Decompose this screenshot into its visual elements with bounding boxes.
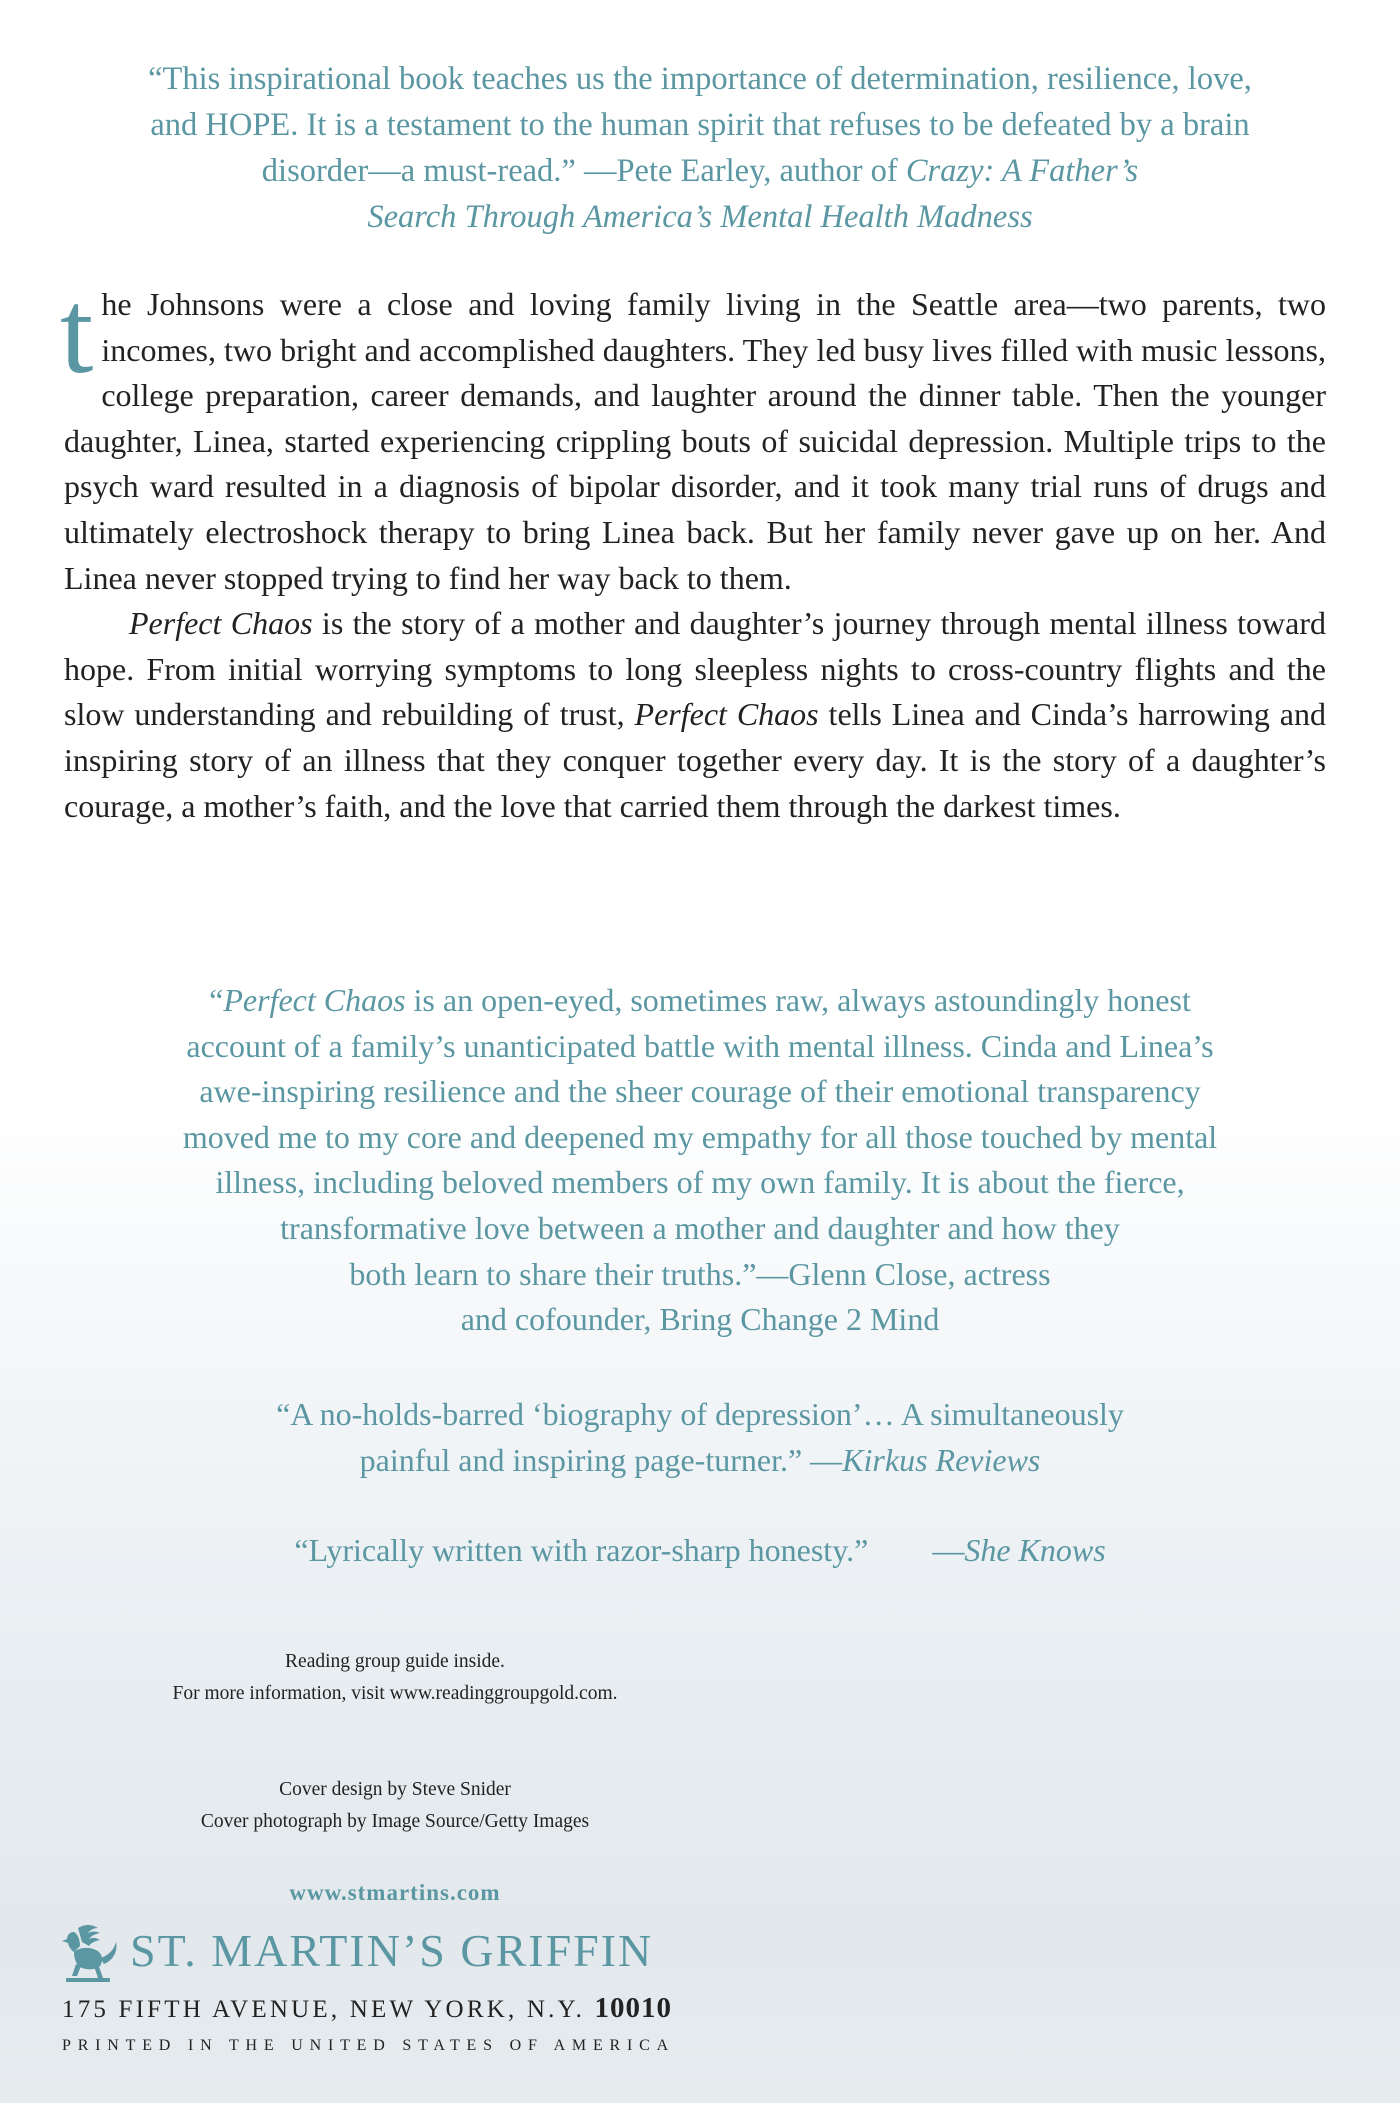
reading-group-info [45,1646,745,1710]
she-knows-quote [40,1528,1360,1574]
publisher-zip: 10010 [594,1992,672,2024]
cover-design-credit: Cover design by Steve Snider [279,1779,511,1800]
glenn-quote-line-6: transformative love between a mother and daughter and how they [280,1209,1120,1246]
kirkus-quote-line-1: “A no-holds-barred ‘biography of depression’… A simultaneously [276,1396,1124,1432]
reading-group-line-1: Reading group guide inside. [285,1651,505,1672]
cover-credits [45,1774,745,1838]
top-quote-book-title: Crazy: A Father’s [905,153,1139,189]
open-quote-mark: “ [209,982,224,1018]
glenn-quote-line-8: and cofounder, Bring Change 2 Mind [460,1301,940,1338]
glenn-quote-line-1 [40,978,1360,1024]
description-paragraph-2-text-a: is the story of a mother and daughter’s journey through mental illness toward hope. From initial worrying symptoms to long sleepless nights to cross-country flights and the slow understanding and rebuilding of trust, [64,605,1327,733]
top-quote-book-title-cont: Search Through America’s Mental Health Madness [367,199,1033,235]
kirkus-quote [40,1392,1360,1483]
publisher-name: ST. MARTIN’S GRIFFIN [130,1925,654,1976]
glenn-quote-line-5: illness, including beloved members of my own family. It is about the fierce, [215,1164,1185,1201]
description-paragraph-1-text: he Johnsons were a close and loving family living in the Seattle area—two parents, two incomes, two bright and accomplished daughters. They led busy lives filled with music lessons, college preparation, career demands, and laughter around the dinner table. Then the younger daughter, Linea, started experiencing crippling bouts of suicidal depression. Multiple trips to the psych ward resulted in a diagnosis of bipolar disorder, and it took many trial runs of drugs and ultimately electroshock therapy to bring Linea back. But her family never gave up on her. And Linea never stopped trying to find her way back to them. [64,286,1326,596]
glenn-close-quote [40,978,1360,1343]
kirkus-quote-line-2 [40,1438,1360,1484]
glenn-quote-line-1-rest: is an open-eyed, sometimes raw, always astoundingly honest [405,982,1191,1018]
glenn-quote-line-7: both learn to share their truths.”—Glenn Close, actress [349,1255,1051,1292]
she-knows-quote-line [40,1528,1360,1574]
book-title-inline-2: Perfect Chaos [634,696,819,733]
she-knows-source: She Knows [964,1532,1106,1568]
description-paragraph-1 [60,265,1326,601]
printed-in-usa: PRINTED IN THE UNITED STATES OF AMERICA [62,2037,675,2054]
glenn-quote-line-3: awe-inspiring resilience and the sheer courage of their emotional transparency [199,1073,1201,1110]
publisher-url: www.stmartins.com [289,1880,501,1905]
top-endorsement-quote [40,56,1360,240]
glenn-quote-line-4: moved me to my core and deepened my empathy for all those touched by mental [182,1118,1218,1155]
cover-photo-credit: Cover photograph by Image Source/Getty Images [200,1811,590,1832]
drop-cap: t [60,265,94,398]
glenn-quote-line-2: account of a family’s unanticipated battle with mental illness. Cinda and Linea’s [186,1027,1214,1064]
publisher-address-street: 175 FIFTH AVENUE, NEW YORK, N.Y. [62,1996,595,2023]
description-paragraph-2-text-b: tells Linea and Cinda’s harrowing and inspiring story of an illness that they conquer together every day. It is the story of a daughter’s courage, a mother’s faith, and the love that carried them through the darkest times. [64,696,1327,824]
description-paragraph-2 [64,601,1326,829]
kirkus-quote-line-2-text: painful and inspiring page-turner.” — [359,1441,843,1478]
publisher-address [62,1992,672,2025]
top-quote-line-2: and HOPE. It is a testament to the human spirit that refuses to be defeated by a brain [150,107,1250,143]
she-knows-quote-text: “Lyrically written with razor-sharp honesty.” — [294,1532,965,1568]
top-quote-line-3 [40,148,1360,194]
top-quote-line-1: “This inspirational book teaches us the importance of determination, resilience, love, [148,61,1252,97]
book-description [60,265,1327,829]
kirkus-source: Kirkus Reviews [842,1441,1041,1478]
book-title-inline: Perfect Chaos [129,605,313,642]
top-quote-line-3-text: disorder—a must-read.” —Pete Earley, author of [261,153,906,189]
glenn-quote-book-title: Perfect Chaos [223,982,406,1018]
top-quote-line-4 [40,194,1360,240]
reading-group-line-2: For more information, visit www.readinggroupgold.com. [172,1683,618,1704]
griffin-icon [58,1922,124,1984]
